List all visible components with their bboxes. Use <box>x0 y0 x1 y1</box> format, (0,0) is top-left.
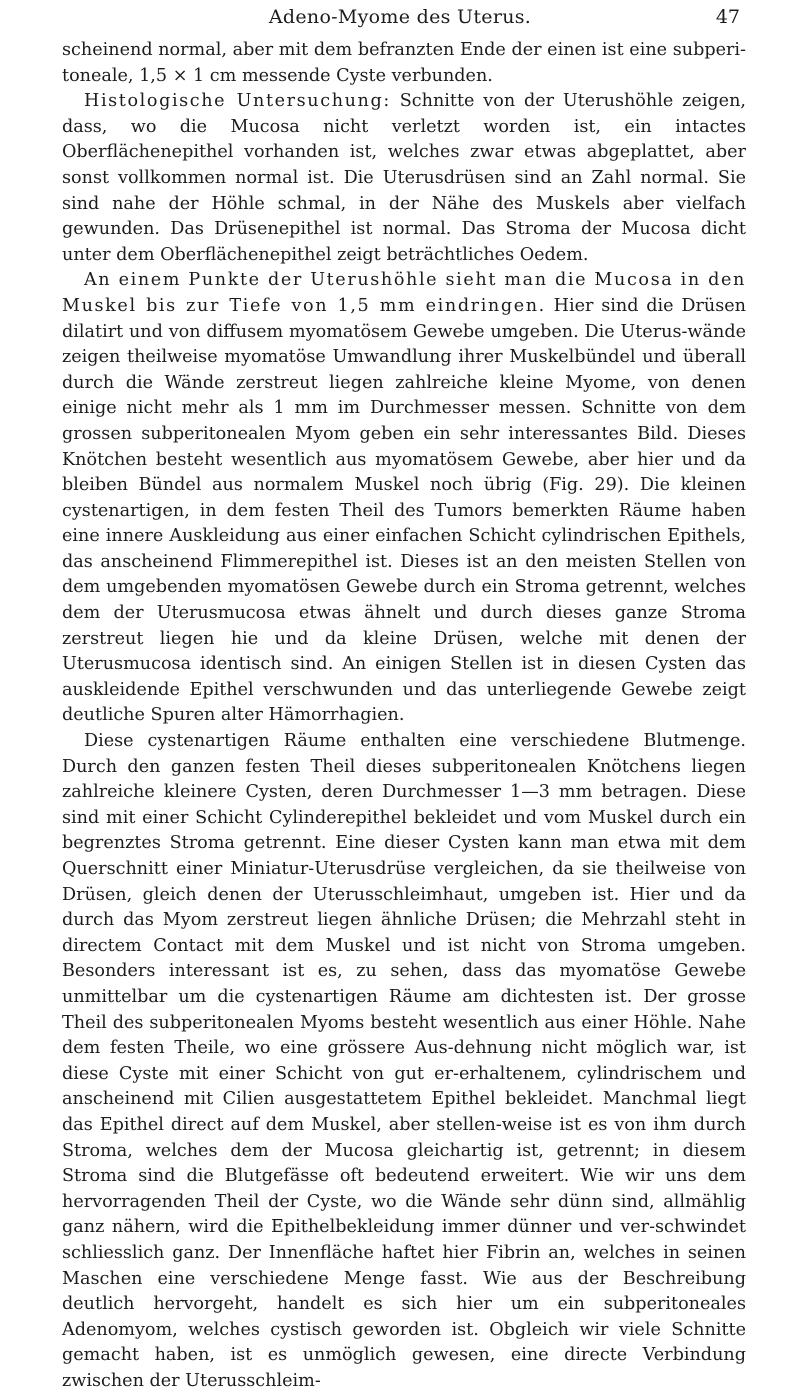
paragraph-3-lead: An einem Punkte der Uterushöhle sieht man die Mucosa in den Muskel bis zur Tiefe von 1,5 mm eindringen. <box>62 270 746 316</box>
paragraph-3 <box>62 268 746 729</box>
paragraph-3-text: Hier sind die Drüsen dilatirt und von diffusem myomatösem Gewebe umgeben. Die Uterus-wände zeigen theilweise myomatöse Umwandlung ihrer Muskelbündel und überall durch die Wände zerstreut liegen zahlreiche kleine Myome, von denen einige nicht mehr als 1 mm im Durchmesser messen. Schnitte von dem grossen subperitonealen Myom geben ein sehr interessantes Bild. Dieses Knötchen besteht wesentlich aus myomatösem Gewebe, aber hier und da bleiben Bündel aus normalem Muskel noch übrig (Fig. 29). Die kleinen cystenartigen, in dem festen Theil des Tumors bemerkten Räume haben eine innere Auskleidung aus einer einfachen Schicht cylindrischen Epithels, das anscheinend Flimmerepithel ist. Dieses ist an den meisten Stellen von dem umgebenden myomatösen Gewebe durch ein Stroma getrennt, welches dem der Uterusmucosa etwas ähnelt und durch dieses ganze Stroma zerstreut liegen hie und da kleine Drüsen, welche mit denen der Uterusmucosa identisch sind. An einigen Stellen ist in diesen Cysten das auskleidende Epithel verschwunden und das unterliegende Gewebe zeigt deutliche Spuren alter Hämorrhagien. <box>62 295 746 726</box>
paragraph-2 <box>62 89 746 268</box>
running-title: Adeno-Myome des Uterus. <box>268 6 532 28</box>
paragraph-4 <box>62 729 746 1394</box>
page-header <box>60 6 740 36</box>
body-text <box>62 38 746 1394</box>
page-number: 47 <box>715 6 740 28</box>
paragraph-1-text: scheinend normal, aber mit dem befranzten Ende der einen ist eine subperi-toneale, 1,5 × 1 cm messende Cyste verbunden. <box>62 40 746 86</box>
paragraph-4-text: Diese cystenartigen Räume enthalten eine verschiedene Blutmenge. Durch den ganzen festen Theil dieses subperitonealen Knötchens liegen zahlreiche kleinere Cysten, deren Durchmesser 1—3 mm betragen. Diese sind mit einer Schicht Cylinderepithel bekleidet und vom Muskel durch ein begrenztes Stroma getrennt. Eine dieser Cysten kann man etwa mit dem Querschnitt einer Miniatur-Uterusdrüse vergleichen, da sie theilweise von Drüsen, gleich denen der Uterusschleimhaut, umgeben ist. Hier und da durch das Myom zerstreut liegen ähnliche Drüsen; die Mehrzahl steht in directem Contact mit dem Muskel und ist nicht von Stroma umgeben. Besonders interessant ist es, zu sehen, dass das myomatöse Gewebe unmittelbar um die cystenartigen Räume am dichtesten ist. Der grosse Theil des subperitonealen Myoms besteht wesentlich aus einer Höhle. Nahe dem festen Theile, wo eine grössere Aus-dehnung nicht möglich war, ist diese Cyste mit einer Schicht von gut er-erhaltenem, cylindrischem und anscheinend mit Cilien ausgestattetem Epithel bekleidet. Manchmal liegt das Epithel direct auf dem Muskel, aber stellen-weise ist es von ihm durch Stroma, welches dem der Mucosa gleichartig ist, getrennt; in diesem Stroma sind die Blutgefässe oft bedeutend erweitert. Wie wir uns dem hervorragenden Theil der Cyste, wo die Wände sehr dünn sind, allmählig ganz nähern, wird die Epithelbekleidung immer dünner und ver-schwindet schliesslich ganz. Der Innenfläche haftet hier Fibrin an, welches in seinen Maschen eine verschiedene Menge fasst. Wie aus der Beschreibung deutlich hervorgeht, handelt es sich hier um ein subperitoneales Adenomyom, welches cystisch geworden ist. Obgleich wir viele Schnitte gemacht haben, ist es unmöglich gewesen, eine directe Verbindung zwischen der Uterusschleim- <box>62 731 746 1391</box>
paragraph-2-lead: Histologische Untersuchung: <box>84 91 391 112</box>
paragraph-1 <box>62 38 746 89</box>
paragraph-2-text: Schnitte von der Uterushöhle zeigen, dass, wo die Mucosa nicht verletzt worden ist, ein intactes Oberflächenepithel vorhanden ist, welches zwar etwas abgeplattet, aber sonst vollkommen normal ist. Die Uterusdrüsen sind an Zahl normal. Sie sind nahe der Höhle schmal, in der Nähe des Muskels aber vielfach gewunden. Das Drüsenepithel ist normal. Das Stroma der Mucosa dicht unter dem Oberflächenepithel zeigt beträchtliches Oedem. <box>62 91 746 265</box>
